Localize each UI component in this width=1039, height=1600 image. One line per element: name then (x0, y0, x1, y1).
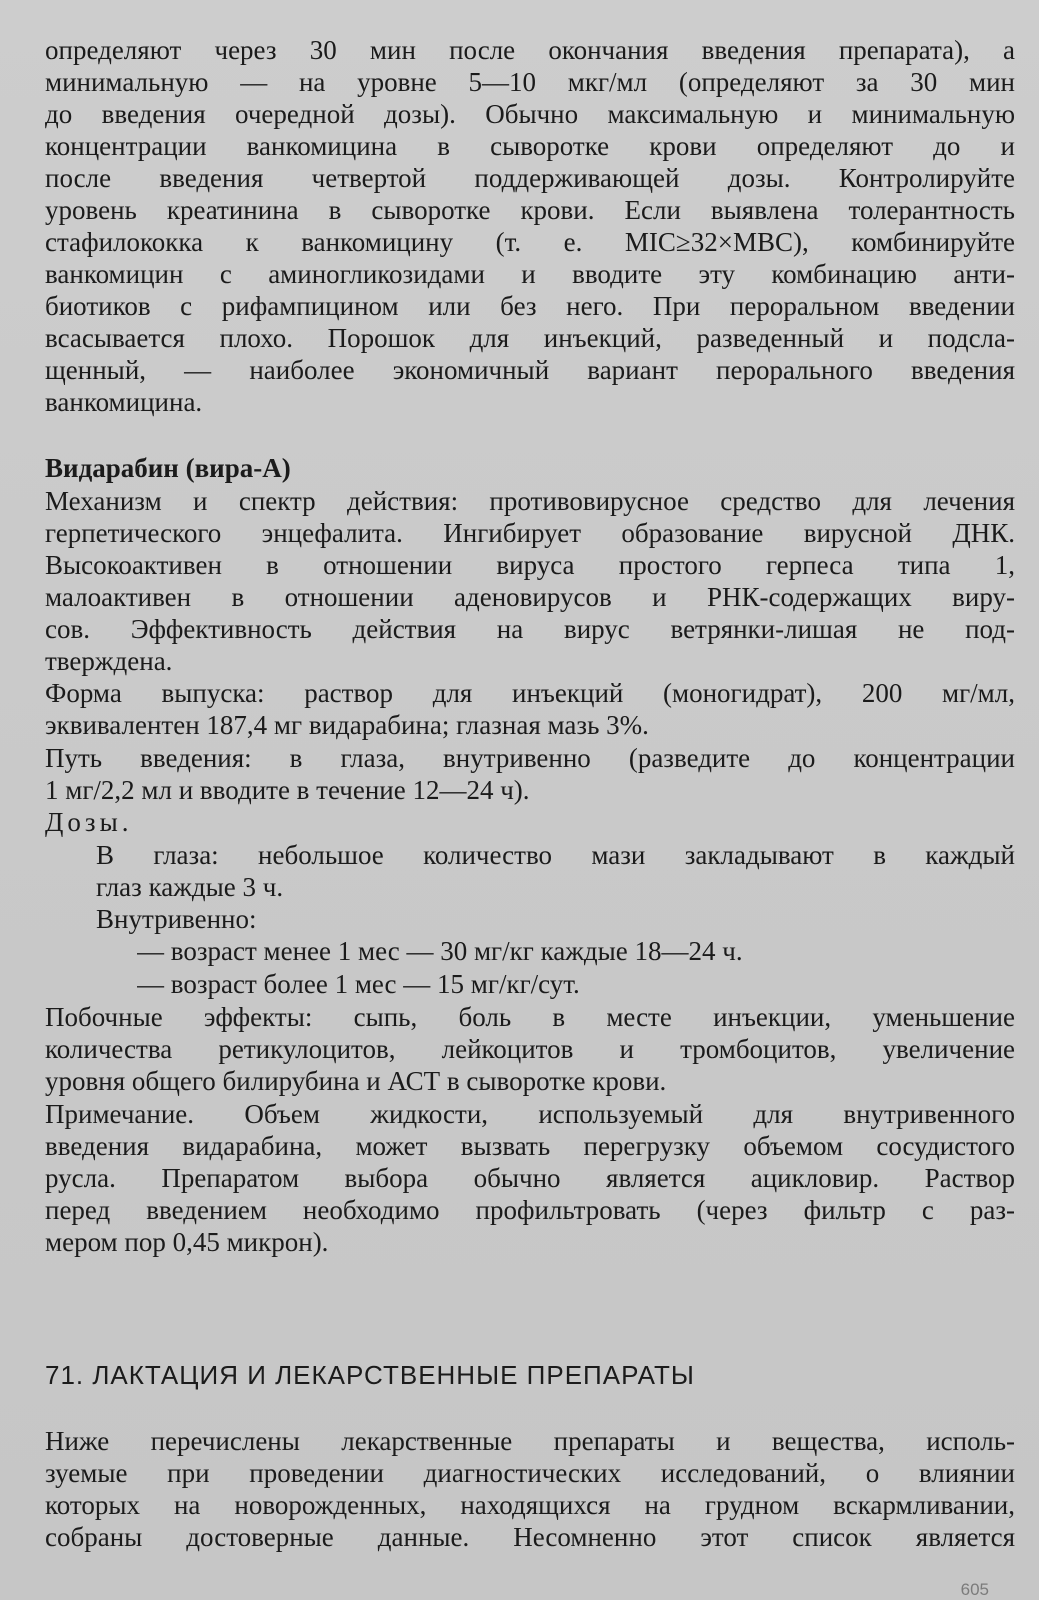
intro-line: Ниже перечислены лекарственные препараты и вещества, исполь- (45, 1426, 1015, 1456)
iv-label: Внутривенно: (96, 904, 257, 934)
text-line: определяют через 30 мин после окончания введения препарата), а (45, 35, 1015, 65)
mechanism-line: тверждена. (45, 646, 173, 676)
page-number: 605 (960, 1580, 989, 1599)
intro-line: которых на новорожденных, находящихся на грудном вскармливании, (45, 1490, 1015, 1520)
route-line: 1 мг/2,2 мл и вводите в течение 12—24 ч). (45, 775, 530, 805)
text-line: минимальную — на уровне 5—10 мкг/мл (определяют за 30 мин (45, 67, 1015, 97)
text-line: ванкомицин с аминогликозидами и вводите эту комбинацию анти- (45, 259, 1015, 289)
eye-dose-line: В глаза: небольшое количество мази закладывают в каждый (96, 840, 1015, 870)
mechanism-line: сов. Эффективность действия на вирус ветрянки-лишая не под- (45, 614, 1015, 644)
iv-dose-item: — возраст менее 1 мес — 30 мг/кг каждые 18—24 ч. (137, 936, 743, 966)
text-line: биотиков с рифампицином или без него. При пероральном введении (45, 291, 1015, 321)
note-line: мером пор 0,45 микрон). (45, 1227, 329, 1257)
note-line: русла. Препаратом выбора обычно является ацикловир. Раствор (45, 1163, 1015, 1193)
drug-title: Видарабин (вира-А) (45, 453, 291, 483)
note-line: введения видарабина, может вызвать перегрузку объемом сосудистого (45, 1131, 1015, 1161)
mechanism-line: Высокоактивен в отношении вируса простого герпеса типа 1, (45, 550, 1015, 580)
side-effects-line: Побочные эффекты: сыпь, боль в месте инъекции, уменьшение (45, 1002, 1015, 1032)
route-line: Путь введения: в глаза, внутривенно (разведите до концентрации (45, 743, 1015, 773)
text-line: щенный, — наиболее экономичный вариант перорального введения (45, 355, 1015, 385)
iv-dose-item: — возраст более 1 мес — 15 мг/кг/сут. (137, 969, 580, 999)
eye-dose-line: глаз каждые 3 ч. (96, 872, 284, 902)
intro-line: зуемые при проведении диагностических исследований, о влиянии (45, 1458, 1015, 1488)
text-line: после введения четвертой поддерживающей дозы. Контролируйте (45, 163, 1015, 193)
text-line: до введения очередной дозы). Обычно максимальную и минимальную (45, 99, 1015, 129)
mechanism-line: герпетического энцефалита. Ингибирует образование вирусной ДНК. (45, 518, 1015, 548)
text-line: ванкомицина. (45, 387, 203, 417)
text-line: стафилококка к ванкомицину (т. е. MIC≥32×MBC), комбинируйте (45, 227, 1015, 257)
mechanism-line: Механизм и спектр действия: противовирусное средство для лечения (45, 486, 1015, 516)
text-line: всасывается плохо. Порошок для инъекций, разведенный и подсла- (45, 323, 1015, 353)
mechanism-line: малоактивен в отношении аденовирусов и РНК-содержащих виру- (45, 582, 1015, 612)
text-line: уровень креатинина в сыворотке крови. Если выявлена толерантность (45, 195, 1015, 225)
intro-line: собраны достоверные данные. Несомненно этот список является (45, 1522, 1015, 1552)
side-effects-line: количества ретикулоцитов, лейкоцитов и тромбоцитов, увеличение (45, 1034, 1015, 1064)
note-line: перед введением необходимо профильтровать (через фильтр с раз- (45, 1195, 1015, 1225)
section-title: 71. ЛАКТАЦИЯ И ЛЕКАРСТВЕННЫЕ ПРЕПАРАТЫ (45, 1360, 695, 1390)
text-line: концентрации ванкомицина в сыворотке крови определяют до и (45, 131, 1015, 161)
form-line: эквивалентен 187,4 мг видарабина; глазная мазь 3%. (45, 710, 649, 740)
doses-label: Дозы. (45, 807, 133, 837)
side-effects-line: уровня общего билирубина и АСТ в сыворотке крови. (45, 1066, 667, 1096)
form-line: Форма выпуска: раствор для инъекций (моногидрат), 200 мг/мл, (45, 678, 1015, 708)
note-line: Примечание. Объем жидкости, используемый для внутривенного (45, 1099, 1015, 1129)
